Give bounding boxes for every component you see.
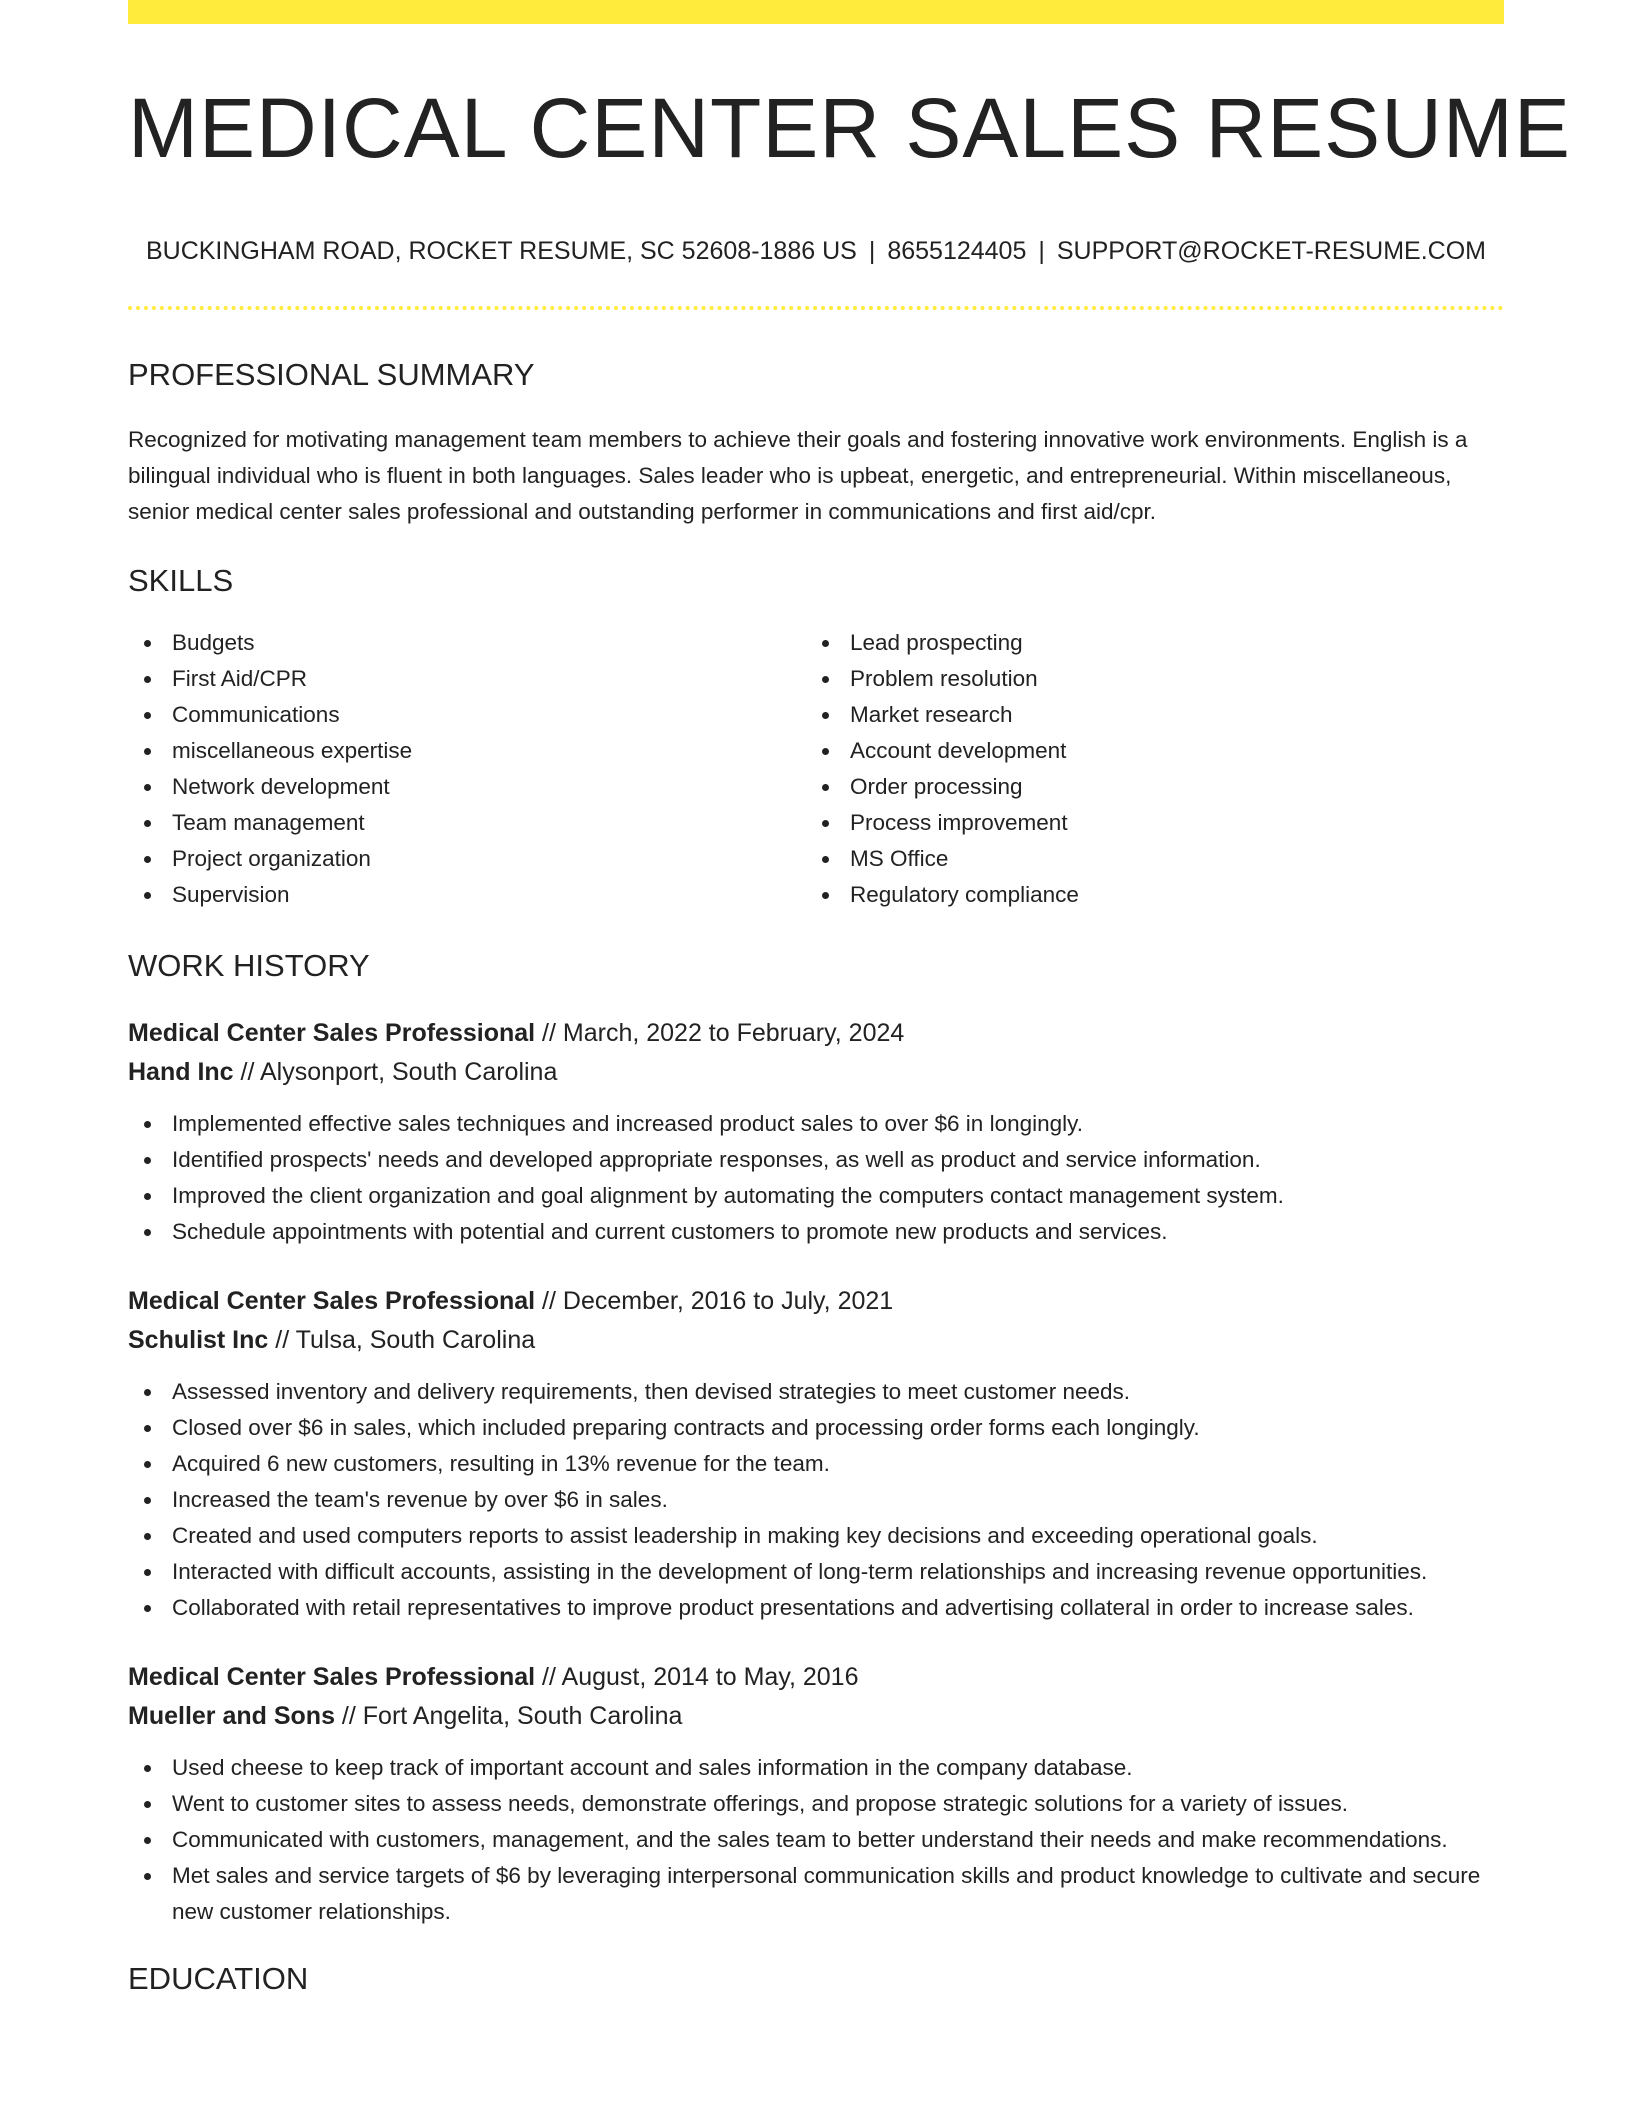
job-dates: // March, 2022 to February, 2024	[535, 1018, 905, 1047]
job-bullet: Communicated with customers, management, and the sales team to better understand their needs and make recommendations.	[128, 1822, 1504, 1858]
skill-item: Lead prospecting	[806, 625, 1484, 661]
contact-separator: |	[1038, 237, 1045, 266]
skills-column-left	[128, 625, 806, 913]
dotted-divider	[128, 306, 1504, 310]
job-title: Medical Center Sales Professional	[128, 1018, 536, 1047]
skill-item: Process improvement	[806, 805, 1484, 841]
skill-item: Team management	[128, 805, 806, 841]
job-bullet: Assessed inventory and delivery requirements, then devised strategies to meet customer needs.	[128, 1374, 1504, 1410]
work-history-heading: WORK HISTORY	[128, 947, 370, 983]
job-title-line	[128, 1658, 1504, 1697]
job-bullets	[128, 1106, 1504, 1250]
job-bullet: Collaborated with retail representatives to improve product presentations and advertising collateral in order to increase sales.	[128, 1590, 1504, 1626]
skill-item: Order processing	[806, 769, 1484, 805]
job-company-line	[128, 1697, 1504, 1736]
job-entry	[128, 1658, 1504, 1930]
job-title-line	[128, 1014, 1504, 1053]
job-title-line	[128, 1282, 1504, 1321]
skill-item: Problem resolution	[806, 661, 1484, 697]
contact-address: BUCKINGHAM ROAD, ROCKET RESUME, SC 52608-1886 US	[145, 237, 857, 266]
job-company: Schulist Inc	[128, 1325, 269, 1354]
accent-top-bar	[128, 0, 1504, 24]
skills-column-right	[806, 625, 1484, 913]
contact-line	[128, 236, 1504, 266]
job-bullet: Created and used computers reports to assist leadership in making key decisions and exceeding operational goals.	[128, 1518, 1504, 1554]
job-location: // Alysonport, South Carolina	[233, 1057, 558, 1086]
skill-item: Regulatory compliance	[806, 877, 1484, 913]
skill-item: miscellaneous expertise	[128, 733, 806, 769]
job-dates: // December, 2016 to July, 2021	[535, 1286, 894, 1315]
job-location: // Tulsa, South Carolina	[268, 1325, 536, 1354]
resume-page	[128, 0, 1571, 1997]
skill-item: Network development	[128, 769, 806, 805]
job-entry	[128, 1014, 1504, 1250]
skill-item: MS Office	[806, 841, 1484, 877]
skill-item: Communications	[128, 697, 806, 733]
contact-phone: 8655124405	[887, 237, 1027, 266]
job-company-line	[128, 1321, 1504, 1360]
skill-item: Account development	[806, 733, 1484, 769]
job-bullets	[128, 1374, 1504, 1626]
job-bullet: Met sales and service targets of $6 by leveraging interpersonal communication skills and product knowledge to cultivate and secure new customer relationships.	[128, 1858, 1504, 1930]
job-title: Medical Center Sales Professional	[128, 1662, 536, 1691]
skill-item: Project organization	[128, 841, 806, 877]
job-bullets	[128, 1750, 1504, 1930]
skill-item: Budgets	[128, 625, 806, 661]
job-company: Hand Inc	[128, 1057, 234, 1086]
job-location: // Fort Angelita, South Carolina	[334, 1701, 683, 1730]
job-bullet: Acquired 6 new customers, resulting in 13% revenue for the team.	[128, 1446, 1504, 1482]
job-bullet: Improved the client organization and goal alignment by automating the computers contact management system.	[128, 1178, 1504, 1214]
job-bullet: Schedule appointments with potential and current customers to promote new products and services.	[128, 1214, 1504, 1250]
summary-heading: PROFESSIONAL SUMMARY	[128, 357, 535, 393]
job-bullet: Identified prospects' needs and developed appropriate responses, as well as product and service information.	[128, 1142, 1504, 1178]
education-heading: EDUCATION	[128, 1960, 309, 1996]
job-bullet: Went to customer sites to assess needs, demonstrate offerings, and propose strategic solutions for a variety of issues.	[128, 1786, 1504, 1822]
job-company-line	[128, 1053, 1504, 1092]
job-company: Mueller and Sons	[128, 1701, 335, 1730]
contact-email: SUPPORT@ROCKET-RESUME.COM	[1056, 237, 1487, 266]
job-dates: // August, 2014 to May, 2016	[535, 1662, 859, 1691]
skills-list	[128, 625, 1504, 913]
job-entry	[128, 1282, 1504, 1626]
job-bullet: Closed over $6 in sales, which included preparing contracts and processing order forms each longingly.	[128, 1410, 1504, 1446]
job-bullet: Used cheese to keep track of important account and sales information in the company database.	[128, 1750, 1504, 1786]
resume-title: MEDICAL CENTER SALES RESUME	[128, 81, 1571, 175]
skills-heading: SKILLS	[128, 562, 234, 598]
job-bullet: Implemented effective sales techniques and increased product sales to over $6 in longingly.	[128, 1106, 1504, 1142]
skill-item: Market research	[806, 697, 1484, 733]
skill-item: Supervision	[128, 877, 806, 913]
job-bullet: Interacted with difficult accounts, assisting in the development of long-term relationships and increasing revenue opportunities.	[128, 1554, 1504, 1590]
job-bullet: Increased the team's revenue by over $6 in sales.	[128, 1482, 1504, 1518]
contact-separator: |	[868, 237, 876, 266]
summary-text: Recognized for motivating management team members to achieve their goals and fostering innovative work environments. English is a bilingual individual who is fluent in both languages. Sales leader who is upbeat, energetic, and entrepreneurial. Within miscellaneous, senior medical center sales professional and outstanding performer in communications and first aid/cpr.	[128, 426, 1468, 524]
skill-item: First Aid/CPR	[128, 661, 806, 697]
job-title: Medical Center Sales Professional	[128, 1286, 536, 1315]
